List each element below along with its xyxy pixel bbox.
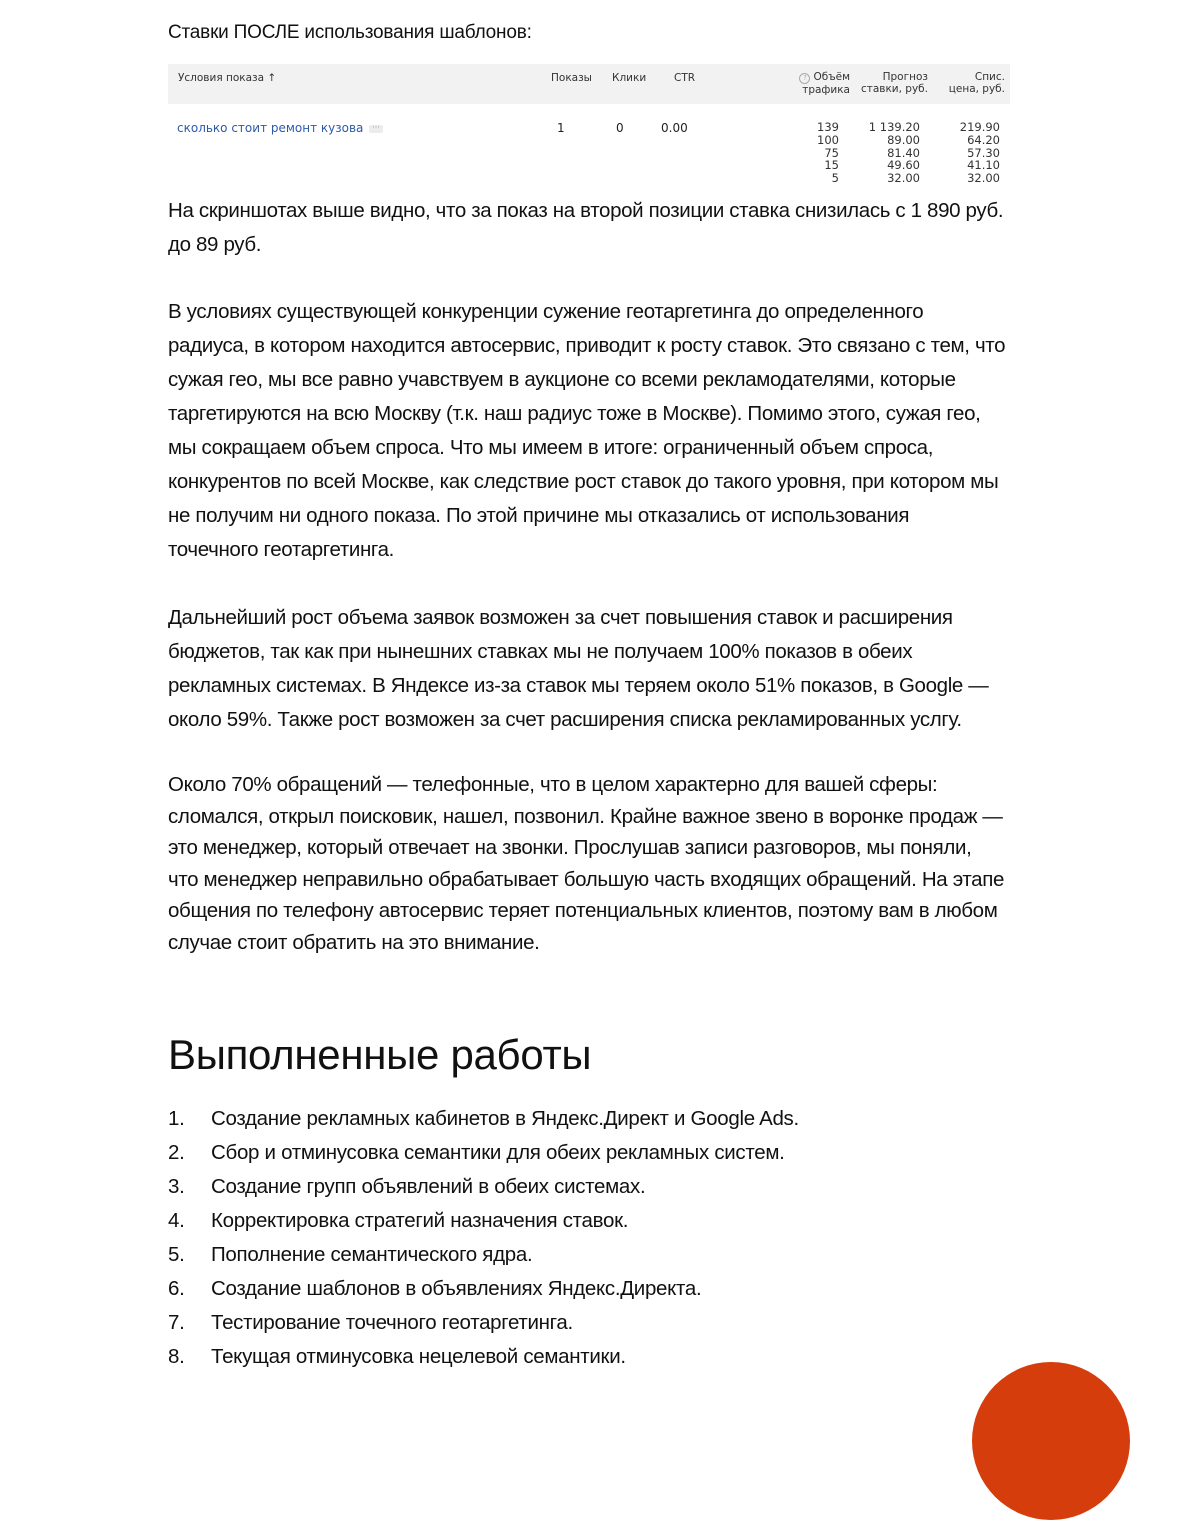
ctr-value: 0.00 [661, 121, 688, 135]
col-charge-header[interactable]: Спис. цена, руб. [948, 71, 1005, 95]
list-item: 1. Создание рекламных кабинетов в Яндекс.Директ и Google Ads. [168, 1107, 799, 1130]
keyword-link[interactable]: сколько стоит ремонт кузова [177, 121, 364, 135]
screenshot-caption: Ставки ПОСЛЕ использования шаблонов: [168, 22, 532, 43]
col-clicks-header[interactable]: Клики [612, 72, 647, 84]
list-item: 7. Тестирование точечного геотаргетинга. [168, 1311, 573, 1334]
completed-works-list [168, 1102, 799, 1374]
forecast-bid-values: 1 139.20 89.00 81.40 49.60 32.00 [868, 120, 920, 186]
col-ctr-header[interactable]: CTR [674, 72, 696, 84]
list-item: 2. Сбор и отминусовка семантики для обеих рекламных систем. [168, 1141, 785, 1164]
section-heading: Выполненные работы [168, 1031, 592, 1078]
impressions-value: 1 [557, 121, 565, 135]
list-item: 4. Корректировка стратегий назначения ставок. [168, 1209, 629, 1232]
decorative-orange-circle [972, 1362, 1130, 1520]
paragraph-bid-decrease: На скриншотах выше видно, что за показ на второй позиции ставка снизилась с 1 890 руб. до 89 руб. [168, 199, 1004, 256]
table-header [168, 64, 1010, 104]
help-icon[interactable]: ? [799, 73, 810, 84]
more-options-button[interactable]: ··· [369, 125, 383, 133]
clicks-value: 0 [616, 121, 624, 135]
paragraph-growth: Дальнейший рост объема заявок возможен за счет повышения ставок и расширения бюджетов, так как при нынешних ставках мы не получаем 100% показов в обеих рекламных системах. В Яндексе из-за ставок мы теряем около 51% показов, в Google — около 59%. Также рост возможен за счет расширения списка рекламированных услгу. [168, 606, 989, 731]
paragraph-geotargeting: В условиях существующей конкуренции сужение геотаргетинга до определенного радиуса, в котором находится автосервис, приводит к росту ставок. Это связано с тем, что сужая гео, мы все равно учавствуем в аукционе со всеми рекламодателями, которые таргетируются на всю Москву (т.к. наш радиус тоже в Москве). Помимо этого, сужая гео, мы сокращаем объем спроса. Что мы имеем в итоге: ограниченный объем спроса, конкурентов по всей Москве, как следствие рост ставок до такого уровня, при котором мы не получим ни одного показа. По этой причине мы отказались от использования точечного геотаргетинга. [168, 300, 1006, 561]
col-forecast-header[interactable]: Прогноз ставки, руб. [860, 71, 928, 95]
list-item: 6. Создание шаблонов в объявлениях Яндекс.Директа. [168, 1277, 702, 1300]
list-item: 8. Текущая отминусовка нецелевой семантики. [168, 1345, 626, 1368]
col-conditions-header[interactable]: Условия показа ↑ [178, 72, 277, 84]
charge-price-values: 219.90 64.20 57.30 41.10 32.00 [959, 120, 1000, 186]
list-item: 5. Пополнение семантического ядра. [168, 1243, 533, 1266]
col-traffic-header[interactable]: ? Объём трафика [788, 71, 850, 96]
list-item: 3. Создание групп объявлений в обеих системах. [168, 1175, 646, 1198]
col-impressions-header[interactable]: Показы [551, 72, 592, 84]
bids-table-screenshot [168, 64, 1010, 188]
paragraph-phone-calls: Около 70% обращений — телефонные, что в целом характерно для вашей сферы: сломался, открыл поисковик, нашел, позвонил. Крайне важное звено в воронке продаж — это менеджер, который отвечает на звонки. Прослушав записи разговоров, мы поняли, что менеджер неправильно обрабатывает большую часть входящих обращений. На этапе общения по телефону автосервис теряет потенциальных клиентов, поэтому вам в любом случае стоит обратить на это внимание. [168, 773, 1005, 954]
traffic-volume-values: 139 100 75 15 5 [817, 120, 839, 186]
